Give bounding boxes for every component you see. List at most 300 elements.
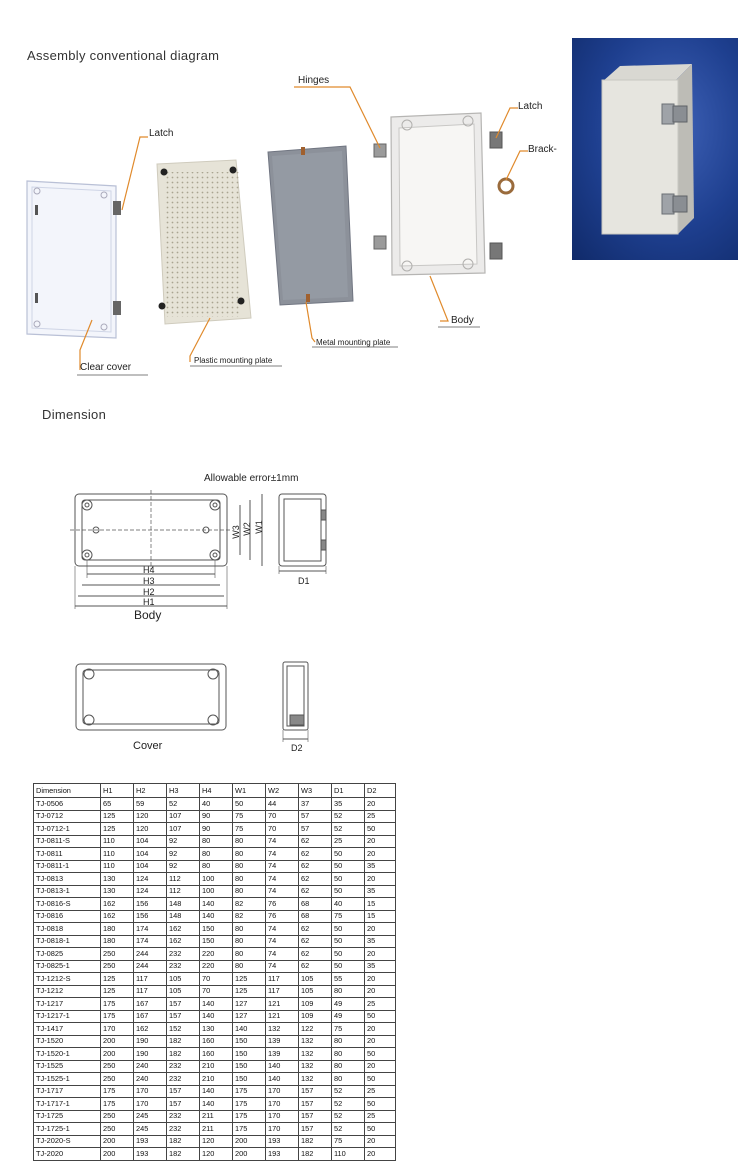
table-row xyxy=(34,960,396,973)
value-cell: 80 xyxy=(233,960,266,973)
value-cell: 20 xyxy=(365,923,396,936)
value-cell: 240 xyxy=(134,1060,167,1073)
value-cell: 140 xyxy=(200,910,233,923)
value-cell: 52 xyxy=(332,1098,365,1111)
model-cell: TJ-1212 xyxy=(34,985,101,998)
value-cell: 109 xyxy=(299,1010,332,1023)
value-cell: 132 xyxy=(299,1048,332,1061)
value-cell: 80 xyxy=(233,923,266,936)
table-row xyxy=(34,1123,396,1136)
value-cell: 76 xyxy=(266,910,299,923)
label-h3: H3 xyxy=(143,576,155,586)
body-caption: Body xyxy=(134,608,162,622)
value-cell: 180 xyxy=(101,923,134,936)
value-cell: 245 xyxy=(134,1123,167,1136)
value-cell: 140 xyxy=(266,1073,299,1086)
value-cell: 59 xyxy=(134,798,167,811)
model-cell: TJ-1717 xyxy=(34,1085,101,1098)
value-cell: 127 xyxy=(233,998,266,1011)
value-cell: 210 xyxy=(200,1073,233,1086)
table-row xyxy=(34,1023,396,1036)
table-header-cell: H2 xyxy=(134,784,167,798)
value-cell: 117 xyxy=(134,985,167,998)
value-cell: 174 xyxy=(134,935,167,948)
value-cell: 156 xyxy=(134,898,167,911)
model-cell: TJ-0816-S xyxy=(34,898,101,911)
value-cell: 75 xyxy=(332,910,365,923)
value-cell: 190 xyxy=(134,1035,167,1048)
label-hinges: Hinges xyxy=(298,75,330,86)
value-cell: 182 xyxy=(299,1148,332,1161)
value-cell: 140 xyxy=(200,1085,233,1098)
value-cell: 20 xyxy=(365,1023,396,1036)
value-cell: 193 xyxy=(266,1135,299,1148)
label-body: Body xyxy=(451,315,474,326)
value-cell: 75 xyxy=(233,823,266,836)
value-cell: 110 xyxy=(101,860,134,873)
value-cell: 80 xyxy=(233,935,266,948)
value-cell: 80 xyxy=(332,1060,365,1073)
value-cell: 140 xyxy=(233,1023,266,1036)
model-cell: TJ-1717-1 xyxy=(34,1098,101,1111)
value-cell: 182 xyxy=(167,1135,200,1148)
table-row xyxy=(34,948,396,961)
value-cell: 175 xyxy=(233,1123,266,1136)
value-cell: 50 xyxy=(332,935,365,948)
value-cell: 175 xyxy=(233,1110,266,1123)
model-cell: TJ-0712-1 xyxy=(34,823,101,836)
value-cell: 124 xyxy=(134,873,167,886)
value-cell: 20 xyxy=(365,1135,396,1148)
table-row xyxy=(34,1060,396,1073)
value-cell: 50 xyxy=(365,1123,396,1136)
value-cell: 132 xyxy=(266,1023,299,1036)
model-cell: TJ-2020 xyxy=(34,1148,101,1161)
value-cell: 193 xyxy=(134,1135,167,1148)
value-cell: 92 xyxy=(167,835,200,848)
value-cell: 20 xyxy=(365,1035,396,1048)
value-cell: 57 xyxy=(299,810,332,823)
cover-caption: Cover xyxy=(133,740,163,752)
value-cell: 76 xyxy=(266,898,299,911)
value-cell: 190 xyxy=(134,1048,167,1061)
value-cell: 35 xyxy=(365,935,396,948)
value-cell: 232 xyxy=(167,1110,200,1123)
value-cell: 100 xyxy=(200,873,233,886)
value-cell: 132 xyxy=(299,1073,332,1086)
value-cell: 175 xyxy=(233,1085,266,1098)
model-cell: TJ-1525 xyxy=(34,1060,101,1073)
model-cell: TJ-0818 xyxy=(34,923,101,936)
value-cell: 150 xyxy=(200,923,233,936)
table-row xyxy=(34,1135,396,1148)
value-cell: 49 xyxy=(332,1010,365,1023)
model-cell: TJ-0811-S xyxy=(34,835,101,848)
assembly-title: Assembly conventional diagram xyxy=(27,48,220,63)
model-cell: TJ-1520-1 xyxy=(34,1048,101,1061)
table-header-cell: Dimension xyxy=(34,784,101,798)
value-cell: 157 xyxy=(299,1110,332,1123)
value-cell: 127 xyxy=(233,1010,266,1023)
table-header-cell: W3 xyxy=(299,784,332,798)
value-cell: 120 xyxy=(200,1135,233,1148)
value-cell: 244 xyxy=(134,948,167,961)
table-row xyxy=(34,910,396,923)
value-cell: 20 xyxy=(365,835,396,848)
value-cell: 25 xyxy=(365,1085,396,1098)
value-cell: 70 xyxy=(200,973,233,986)
table-row xyxy=(34,923,396,936)
value-cell: 50 xyxy=(365,1098,396,1111)
value-cell: 75 xyxy=(332,1023,365,1036)
value-cell: 75 xyxy=(332,1135,365,1148)
value-cell: 107 xyxy=(167,823,200,836)
table-header-cell: H3 xyxy=(167,784,200,798)
value-cell: 20 xyxy=(365,1148,396,1161)
value-cell: 25 xyxy=(332,835,365,848)
value-cell: 62 xyxy=(299,860,332,873)
model-cell: TJ-0816 xyxy=(34,910,101,923)
value-cell: 175 xyxy=(101,1085,134,1098)
value-cell: 20 xyxy=(365,973,396,986)
value-cell: 80 xyxy=(233,860,266,873)
value-cell: 80 xyxy=(233,873,266,886)
table-row xyxy=(34,885,396,898)
model-cell: TJ-1212-S xyxy=(34,973,101,986)
value-cell: 250 xyxy=(101,948,134,961)
value-cell: 15 xyxy=(365,898,396,911)
value-cell: 125 xyxy=(233,973,266,986)
value-cell: 220 xyxy=(200,960,233,973)
value-cell: 25 xyxy=(365,1110,396,1123)
value-cell: 175 xyxy=(101,998,134,1011)
value-cell: 200 xyxy=(233,1135,266,1148)
value-cell: 120 xyxy=(134,810,167,823)
body-front-drawing xyxy=(70,490,262,609)
value-cell: 140 xyxy=(266,1060,299,1073)
table-row xyxy=(34,973,396,986)
value-cell: 112 xyxy=(167,873,200,886)
value-cell: 150 xyxy=(200,935,233,948)
table-row xyxy=(34,848,396,861)
value-cell: 175 xyxy=(233,1098,266,1111)
cover-front-drawing xyxy=(76,664,226,730)
model-cell: TJ-1217 xyxy=(34,998,101,1011)
table-header-cell: D1 xyxy=(332,784,365,798)
value-cell: 117 xyxy=(266,973,299,986)
table-row xyxy=(34,985,396,998)
table-row xyxy=(34,1048,396,1061)
value-cell: 82 xyxy=(233,898,266,911)
value-cell: 170 xyxy=(134,1085,167,1098)
value-cell: 125 xyxy=(233,985,266,998)
value-cell: 250 xyxy=(101,1123,134,1136)
value-cell: 75 xyxy=(233,810,266,823)
label-clear-cover: Clear cover xyxy=(80,362,132,373)
value-cell: 170 xyxy=(266,1123,299,1136)
value-cell: 80 xyxy=(200,848,233,861)
value-cell: 52 xyxy=(332,1123,365,1136)
value-cell: 132 xyxy=(299,1060,332,1073)
value-cell: 105 xyxy=(299,973,332,986)
table-body xyxy=(34,798,396,1161)
value-cell: 37 xyxy=(299,798,332,811)
table-row xyxy=(34,1098,396,1111)
model-cell: TJ-1417 xyxy=(34,1023,101,1036)
model-cell: TJ-0506 xyxy=(34,798,101,811)
value-cell: 74 xyxy=(266,960,299,973)
value-cell: 92 xyxy=(167,860,200,873)
value-cell: 170 xyxy=(266,1085,299,1098)
table-row xyxy=(34,798,396,811)
value-cell: 44 xyxy=(266,798,299,811)
label-latch-right: Latch xyxy=(518,101,543,112)
value-cell: 232 xyxy=(167,1073,200,1086)
value-cell: 125 xyxy=(101,973,134,986)
value-cell: 157 xyxy=(167,1010,200,1023)
value-cell: 232 xyxy=(167,1060,200,1073)
value-cell: 200 xyxy=(101,1148,134,1161)
value-cell: 68 xyxy=(299,910,332,923)
cover-side-drawing xyxy=(283,662,308,742)
value-cell: 162 xyxy=(101,910,134,923)
value-cell: 193 xyxy=(134,1148,167,1161)
value-cell: 174 xyxy=(134,923,167,936)
table-row xyxy=(34,873,396,886)
value-cell: 50 xyxy=(332,860,365,873)
model-cell: TJ-0811 xyxy=(34,848,101,861)
value-cell: 52 xyxy=(167,798,200,811)
value-cell: 50 xyxy=(332,873,365,886)
table-row xyxy=(34,998,396,1011)
label-latch-left: Latch xyxy=(149,128,174,139)
value-cell: 210 xyxy=(200,1060,233,1073)
value-cell: 62 xyxy=(299,835,332,848)
value-cell: 40 xyxy=(200,798,233,811)
value-cell: 148 xyxy=(167,898,200,911)
value-cell: 160 xyxy=(200,1048,233,1061)
value-cell: 40 xyxy=(332,898,365,911)
value-cell: 20 xyxy=(365,848,396,861)
value-cell: 150 xyxy=(233,1073,266,1086)
value-cell: 250 xyxy=(101,1073,134,1086)
value-cell: 150 xyxy=(233,1048,266,1061)
model-cell: TJ-0825-1 xyxy=(34,960,101,973)
value-cell: 50 xyxy=(365,1010,396,1023)
value-cell: 105 xyxy=(167,973,200,986)
value-cell: 20 xyxy=(365,948,396,961)
table-row xyxy=(34,898,396,911)
value-cell: 110 xyxy=(101,848,134,861)
value-cell: 62 xyxy=(299,873,332,886)
value-cell: 50 xyxy=(332,923,365,936)
value-cell: 140 xyxy=(200,898,233,911)
value-cell: 50 xyxy=(365,823,396,836)
table-row xyxy=(34,835,396,848)
value-cell: 121 xyxy=(266,998,299,1011)
value-cell: 62 xyxy=(299,885,332,898)
value-cell: 25 xyxy=(365,810,396,823)
value-cell: 80 xyxy=(200,860,233,873)
value-cell: 232 xyxy=(167,1123,200,1136)
value-cell: 92 xyxy=(167,848,200,861)
table-row xyxy=(34,1148,396,1161)
value-cell: 140 xyxy=(200,1010,233,1023)
value-cell: 211 xyxy=(200,1110,233,1123)
value-cell: 117 xyxy=(266,985,299,998)
allowable-error: Allowable error±1mm xyxy=(204,473,299,484)
value-cell: 35 xyxy=(365,860,396,873)
value-cell: 57 xyxy=(299,823,332,836)
value-cell: 52 xyxy=(332,823,365,836)
label-h4: H4 xyxy=(143,565,155,575)
value-cell: 74 xyxy=(266,935,299,948)
value-cell: 140 xyxy=(200,998,233,1011)
value-cell: 80 xyxy=(332,1048,365,1061)
value-cell: 130 xyxy=(200,1023,233,1036)
value-cell: 70 xyxy=(200,985,233,998)
value-cell: 62 xyxy=(299,948,332,961)
value-cell: 112 xyxy=(167,885,200,898)
value-cell: 193 xyxy=(266,1148,299,1161)
body-side-drawing xyxy=(279,494,326,574)
table-header-cell: H4 xyxy=(200,784,233,798)
value-cell: 200 xyxy=(101,1135,134,1148)
value-cell: 49 xyxy=(332,998,365,1011)
value-cell: 80 xyxy=(233,885,266,898)
value-cell: 182 xyxy=(167,1048,200,1061)
value-cell: 35 xyxy=(365,885,396,898)
label-w2: W2 xyxy=(241,522,252,536)
table-row xyxy=(34,810,396,823)
value-cell: 157 xyxy=(299,1123,332,1136)
value-cell: 110 xyxy=(101,835,134,848)
table-header-cell: W2 xyxy=(266,784,299,798)
value-cell: 50 xyxy=(332,948,365,961)
model-cell: TJ-0825 xyxy=(34,948,101,961)
value-cell: 157 xyxy=(167,1085,200,1098)
value-cell: 200 xyxy=(101,1035,134,1048)
model-cell: TJ-1725 xyxy=(34,1110,101,1123)
value-cell: 150 xyxy=(233,1035,266,1048)
value-cell: 62 xyxy=(299,848,332,861)
model-cell: TJ-1217-1 xyxy=(34,1010,101,1023)
value-cell: 15 xyxy=(365,910,396,923)
value-cell: 220 xyxy=(200,948,233,961)
value-cell: 157 xyxy=(299,1085,332,1098)
table-row xyxy=(34,860,396,873)
model-cell: TJ-0818-1 xyxy=(34,935,101,948)
table-header-cell: D2 xyxy=(365,784,396,798)
value-cell: 100 xyxy=(200,885,233,898)
value-cell: 162 xyxy=(167,935,200,948)
value-cell: 74 xyxy=(266,835,299,848)
value-cell: 50 xyxy=(365,1073,396,1086)
value-cell: 80 xyxy=(233,948,266,961)
value-cell: 200 xyxy=(101,1048,134,1061)
value-cell: 74 xyxy=(266,885,299,898)
table-row xyxy=(34,935,396,948)
value-cell: 74 xyxy=(266,948,299,961)
value-cell: 250 xyxy=(101,1060,134,1073)
value-cell: 80 xyxy=(332,1035,365,1048)
value-cell: 180 xyxy=(101,935,134,948)
value-cell: 90 xyxy=(200,810,233,823)
model-cell: TJ-2020-S xyxy=(34,1135,101,1148)
table-row xyxy=(34,1010,396,1023)
table-row xyxy=(34,1085,396,1098)
value-cell: 20 xyxy=(365,985,396,998)
value-cell: 162 xyxy=(101,898,134,911)
value-cell: 20 xyxy=(365,873,396,886)
value-cell: 120 xyxy=(134,823,167,836)
value-cell: 211 xyxy=(200,1123,233,1136)
value-cell: 244 xyxy=(134,960,167,973)
value-cell: 182 xyxy=(167,1035,200,1048)
model-cell: TJ-1520 xyxy=(34,1035,101,1048)
value-cell: 122 xyxy=(299,1023,332,1036)
table-header-cell: W1 xyxy=(233,784,266,798)
value-cell: 107 xyxy=(167,810,200,823)
model-cell: TJ-0813-1 xyxy=(34,885,101,898)
value-cell: 82 xyxy=(233,910,266,923)
table-row xyxy=(34,823,396,836)
value-cell: 35 xyxy=(332,798,365,811)
value-cell: 245 xyxy=(134,1110,167,1123)
dimension-table xyxy=(33,783,396,1161)
value-cell: 125 xyxy=(101,823,134,836)
value-cell: 62 xyxy=(299,960,332,973)
value-cell: 90 xyxy=(200,823,233,836)
value-cell: 182 xyxy=(299,1135,332,1148)
value-cell: 80 xyxy=(233,835,266,848)
value-cell: 130 xyxy=(101,873,134,886)
value-cell: 80 xyxy=(233,848,266,861)
value-cell: 117 xyxy=(134,973,167,986)
value-cell: 250 xyxy=(101,1110,134,1123)
model-cell: TJ-0811-1 xyxy=(34,860,101,873)
label-d2: D2 xyxy=(291,743,303,753)
value-cell: 74 xyxy=(266,860,299,873)
model-cell: TJ-1525-1 xyxy=(34,1073,101,1086)
value-cell: 232 xyxy=(167,960,200,973)
table-row xyxy=(34,1035,396,1048)
value-cell: 140 xyxy=(200,1098,233,1111)
dimension-title: Dimension xyxy=(42,407,107,422)
value-cell: 125 xyxy=(101,810,134,823)
label-bracket: Brack- xyxy=(528,144,557,155)
value-cell: 200 xyxy=(233,1148,266,1161)
value-cell: 170 xyxy=(266,1098,299,1111)
value-cell: 105 xyxy=(299,985,332,998)
value-cell: 52 xyxy=(332,810,365,823)
value-cell: 182 xyxy=(167,1148,200,1161)
value-cell: 50 xyxy=(332,960,365,973)
value-cell: 160 xyxy=(200,1035,233,1048)
value-cell: 20 xyxy=(365,1060,396,1073)
label-h1: H1 xyxy=(143,597,155,607)
value-cell: 74 xyxy=(266,848,299,861)
label-w1: W1 xyxy=(253,520,264,534)
value-cell: 152 xyxy=(167,1023,200,1036)
value-cell: 50 xyxy=(233,798,266,811)
value-cell: 35 xyxy=(365,960,396,973)
value-cell: 240 xyxy=(134,1073,167,1086)
value-cell: 50 xyxy=(365,1048,396,1061)
value-cell: 124 xyxy=(134,885,167,898)
label-metal-plate: Metal mounting plate xyxy=(316,338,391,347)
label-plastic-plate: Plastic mounting plate xyxy=(194,356,273,365)
